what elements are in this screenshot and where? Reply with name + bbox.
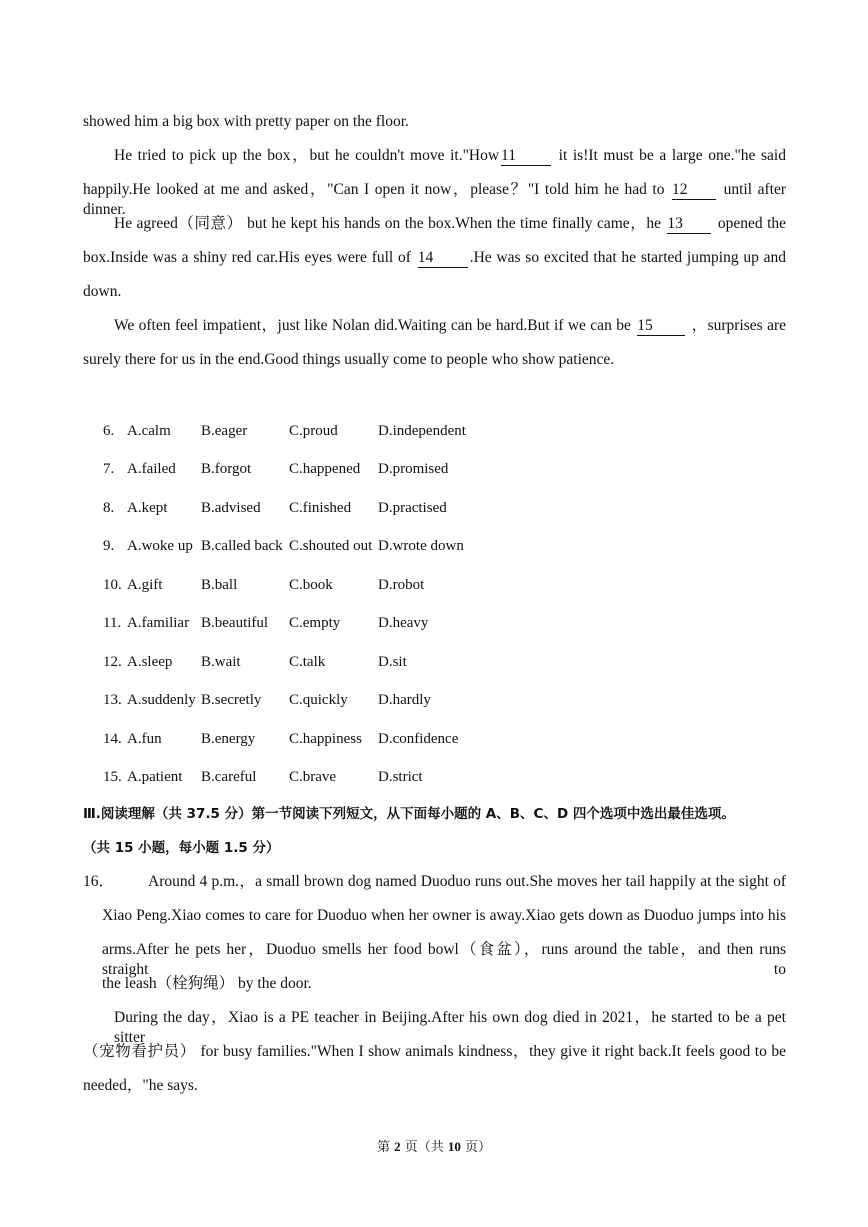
passage-text: box.Inside was a shiny red car.His eyes were full of: [83, 249, 411, 266]
option-a: A.suddenly: [127, 692, 196, 708]
question-number: 14.: [103, 731, 122, 747]
question-number: 12.: [103, 654, 122, 670]
option-d: D.confidence: [378, 731, 459, 747]
option-c: C.finished: [289, 500, 352, 516]
passage-p4-line-2: surely there for us in the end.Good things usually come to people who show patience.: [83, 351, 615, 368]
passage-p4-line-1: [114, 316, 786, 336]
option-c: C.happiness: [289, 731, 362, 747]
option-a: A.patient: [127, 769, 183, 785]
q16-line-7: needed，"he says.: [83, 1077, 198, 1094]
option-d: D.promised: [378, 461, 449, 477]
option-b: B.energy: [201, 731, 256, 747]
option-c: C.proud: [289, 423, 338, 439]
footer-page-number: 2: [394, 1139, 401, 1154]
passage-p3-line-1: [114, 214, 786, 234]
passage-p3-line-3: down.: [83, 283, 122, 300]
option-c: C.quickly: [289, 692, 348, 708]
q16-line-5: During the day，Xiao is a PE teacher in Beijing.After his own dog died in 2021，he started to be a pet sitter: [114, 1009, 786, 1046]
option-c: C.empty: [289, 615, 341, 631]
option-a: A.fun: [127, 731, 162, 747]
option-d: D.sit: [378, 654, 407, 670]
option-b: B.wait: [201, 654, 241, 670]
passage-text: opened the: [717, 215, 787, 232]
question-16-number: 16．: [83, 873, 115, 890]
section-subheading: （共 15 小题，每小题 1.5 分）: [83, 840, 280, 856]
option-b: B.beautiful: [201, 615, 269, 631]
footer-text: 页）: [465, 1140, 492, 1155]
q16-line-3: arms.After he pets her，Duoduo smells her food bowl（食盆），runs around the table，and then runs straight to: [102, 941, 786, 978]
option-c: C.shouted out: [289, 538, 373, 554]
blank-15: 15: [637, 317, 685, 336]
option-c: C.brave: [289, 769, 337, 785]
question-number: 11.: [103, 615, 122, 631]
question-number: 10.: [103, 577, 122, 593]
footer-text: 第: [376, 1140, 390, 1155]
option-b: B.secretly: [201, 692, 262, 708]
question-number: 13.: [103, 692, 122, 708]
option-b: B.called back: [201, 538, 283, 554]
passage-p3-line-2: [83, 248, 786, 268]
passage-text: He tried to pick up the box，but he couldn't move it."How: [114, 147, 500, 164]
question-number: 9.: [103, 538, 115, 554]
option-d: D.independent: [378, 423, 466, 439]
question-number: 8.: [103, 500, 115, 516]
question-number: 15.: [103, 769, 122, 785]
blank-14: 14: [418, 249, 468, 268]
blank-13: 13: [667, 215, 711, 234]
option-d: D.strict: [378, 769, 423, 785]
passage-text: it is!It must be a large one."he said: [558, 147, 786, 164]
option-b: B.ball: [201, 577, 238, 593]
option-a: A.kept: [127, 500, 168, 516]
option-a: A.failed: [127, 461, 176, 477]
footer-text: 页（共: [404, 1140, 444, 1155]
passage-text: ，surprises are: [691, 317, 787, 334]
footer-total-pages: 10: [447, 1139, 461, 1154]
option-a: A.familiar: [127, 615, 190, 631]
option-d: D.practised: [378, 500, 447, 516]
option-b: B.eager: [201, 423, 248, 439]
option-a: A.sleep: [127, 654, 173, 670]
option-d: D.heavy: [378, 615, 429, 631]
option-c: C.happened: [289, 461, 361, 477]
passage-line-1: showed him a big box with pretty paper on the floor.: [83, 113, 409, 130]
passage-text: until after dinner.: [83, 181, 787, 218]
page-footer: [0, 1138, 868, 1157]
option-a: A.woke up: [127, 538, 193, 554]
section-heading: Ⅲ.阅读理解（共 37.5 分）第一节阅读下列短文，从下面每小题的 A、B、C、D 四个选项中选出最佳选项。: [83, 806, 735, 822]
option-a: A.gift: [127, 577, 163, 593]
passage-text: .He was so excited that he started jumping up and: [469, 249, 787, 266]
option-c: C.talk: [289, 654, 326, 670]
blank-12: 12: [672, 181, 716, 200]
option-d: D.hardly: [378, 692, 431, 708]
q16-line-2: Xiao Peng.Xiao comes to care for Duoduo when her owner is away.Xiao gets down as Duoduo jumps into his: [102, 907, 786, 924]
passage-text: We often feel impatient，just like Nolan did.Waiting can be hard.But if we can be: [114, 317, 631, 334]
blank-11: 11: [501, 147, 551, 166]
passage-p2-line-1: [114, 146, 786, 166]
option-d: D.wrote down: [378, 538, 464, 554]
q16-line-4: the leash（栓狗绳） by the door.: [102, 975, 312, 992]
option-b: B.advised: [201, 500, 261, 516]
q16-line-1: Around 4 p.m.，a small brown dog named Duoduo runs out.She moves her tail happily at the sight of: [148, 873, 786, 890]
question-number: 6.: [103, 423, 115, 439]
passage-text: happily.He looked at me and asked，"Can I open it now，please？"I told him he had to: [83, 181, 665, 198]
passage-text: He agreed（同意） but he kept his hands on the box.When the time finally came，he: [114, 215, 661, 232]
option-d: D.robot: [378, 577, 425, 593]
question-number: 7.: [103, 461, 115, 477]
option-b: B.forgot: [201, 461, 252, 477]
option-a: A.calm: [127, 423, 171, 439]
option-b: B.careful: [201, 769, 257, 785]
q16-line-6: （宠物看护员） for busy families."When I show animals kindness，they give it right back.It feels good to be: [83, 1043, 786, 1060]
option-c: C.book: [289, 577, 333, 593]
